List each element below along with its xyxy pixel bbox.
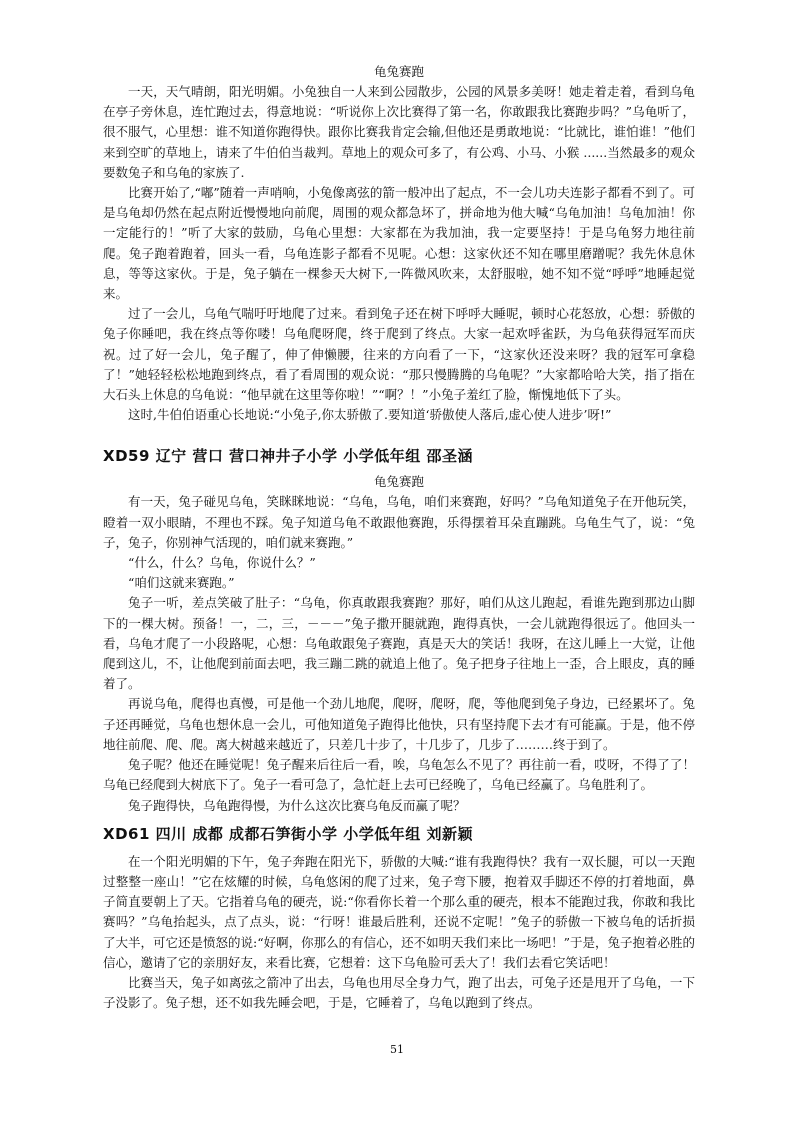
- story-title: 龟兔赛跑: [373, 474, 424, 490]
- paragraph: 兔子跑得快，乌龟跑得慢，为什么这次比赛乌龟反而赢了呢？: [128, 797, 466, 813]
- paragraph: 有一天，兔子碰见乌龟，笑眯眯地说：“乌龟，乌龟，咱们来赛跑，好吗？”乌龟知道兔子在开他玩笑，瞪着一双小眼睛，不理也不踩。兔子知道乌龟不敢跟他赛跑，乐得摆着耳朵直蹦跳。乌龟生气了，说：“兔子，兔子，你别神气活现的，咱们就来赛跑。”: [103, 494, 695, 550]
- document-page: [103, 62, 695, 1013]
- story-title: 龟兔赛跑: [373, 64, 424, 79]
- paragraph: “什么，什么？乌龟，你说什么？”: [128, 555, 316, 571]
- paragraph: 在一个阳光明媚的下午，兔子奔跑在阳光下，骄傲的大喊:“谁有我跑得快？我有一双长腿，可以一天跑过整整一座山！”它在炫耀的时候，乌龟悠闲的爬了过来，兔子弯下腰，抱着双手脚还不停的打着地面，鼻子简直要朝上了天。它指着乌龟的硬壳，说:“你看你长着一个那么重的硬壳，根本不能跑过我，你敢和我比赛吗？”乌龟抬起头，点了点头，说：“行呀！谁最后胜利，还说不定呢！”兔子的骄傲一下被乌龟的话折损了大半，可它还是愤怒的说:“好啊，你那么的有信心，还不如明天我们来比一场吧！”于是，兔子抱着必胜的信心，邀请了它的亲朋好友，来看比赛，它想着：这下乌龟脸可丢大了！我们去看它笑话吧！: [103, 853, 695, 970]
- paragraph: 这时,牛伯伯语重心长地说:“小兔子,你太骄傲了.要知道‘骄傲使人落后,虚心使人进步’呀!”: [128, 407, 612, 423]
- story-1: [103, 62, 695, 425]
- paragraph: “咱们这就来赛跑。”: [128, 575, 235, 591]
- entry-heading: XD59 辽宁 营口 营口神井子小学 小学低年组 邵圣涵: [103, 447, 474, 466]
- page-number: 51: [390, 1043, 404, 1056]
- paragraph: 兔子呢？他还在睡觉呢！兔子醒来后往后一看，唉，乌龟怎么不见了？再往前一看，哎呀，不得了了！乌龟已经爬到大树底下了。兔子一看可急了，急忙赶上去可已经晚了，乌龟已经赢了。乌龟胜利了。: [103, 757, 695, 793]
- paragraph: 兔子一听，差点笑破了肚子：“乌龟，你真敢跟我赛跑？那好，咱们从这儿跑起，看谁先跑到那边山脚下的一棵大树。预备！一，二，三，－－－”兔子撒开腿就跑，跑得真快，一会儿就跑得很远了。他回头一看，乌龟才爬了一小段路呢，心想：乌龟敢跟兔子赛跑，真是天大的笑话！我呀，在这儿睡上一大觉，让他爬到这儿，不，让他爬到前面去吧，我三蹦二跳的就追上他了。兔子把身子往地上一歪，合上眼皮，真的睡着了。: [103, 595, 695, 692]
- story-2: [103, 472, 695, 815]
- paragraph: 比赛开始了,“嘟”随着一声哨响，小兔像离弦的箭一般冲出了起点，不一会儿功夫连影子都看不到了。可是乌龟却仍然在起点附近慢慢地向前爬，周围的观众都急坏了，拼命地为他大喊“乌龟加油！乌龟加油！你一定能行的！”听了大家的鼓励，乌龟心里想：大家都在为我加油，我一定要坚持！于是乌龟努力地往前爬。兔子跑着跑着，回头一看，乌龟连影子都看不见呢。心想：这家伙还不知在哪里磨蹭呢？我先休息休息，等等这家伙。于是，兔子躺在一棵参天大树下,一阵微风吹来，太舒服啦，她不知不觉“呼呼”地睡起觉来。: [103, 185, 695, 302]
- paragraph: 再说乌龟，爬得也真慢，可是他一个劲儿地爬，爬呀，爬呀，爬，等他爬到兔子身边，已经累坏了。兔子还再睡觉，乌龟也想休息一会儿，可他知道兔子跑得比他快，只有坚持爬下去才有可能赢。于是，他不停地往前爬、爬、爬。离大树越来越近了，只差几十步了，十几步了，几步了………终于到了。: [103, 696, 695, 752]
- paragraph: 比赛当天，兔子如离弦之箭冲了出去，乌龟也用尽全身力气，跑了出去，可兔子还是甩开了乌龟，一下子没影了。兔子想，还不如我先睡会吧，于是，它睡着了，乌龟以跑到了终点。: [103, 974, 695, 1011]
- paragraph: 过了一会儿，乌龟气喘吁吁地爬了过来。看到兔子还在树下呼呼大睡呢，顿时心花怒放，心想：骄傲的兔子你睡吧，我在终点等你喽！乌龟爬呀爬，终于爬到了终点。大家一起欢呼雀跃，为乌龟获得冠军而庆祝。过了好一会儿，兔子醒了，伸了伸懒腰，往来的方向看了一下，“这家伙还没来呀？我的冠军可拿稳了！”她轻轻松松地跑到终点，看了看周围的观众说：“那只慢腾腾的乌龟呢？”大家都哈哈大笑，指了指在大石头上休息的乌龟说：“他早就在这里等你啦！”“啊？！”小兔子羞红了脸，惭愧地低下了头。: [103, 306, 695, 403]
- story-3: [103, 852, 695, 1014]
- entry-heading: XD61 四川 成都 成都石笋街小学 小学低年组 刘新颖: [103, 824, 474, 843]
- paragraph: 一天，天气晴朗，阳光明媚。小兔独自一人来到公园散步，公园的风景多美呀！她走着走着，看到乌龟在亭子旁休息，连忙跑过去，得意地说：“听说你上次比赛得了第一名，你敢跟我比赛跑步吗？”乌龟听了，很不服气，心里想：谁不知道你跑得快。跟你比赛我肯定会输,但他还是勇敢地说：“比就比，谁怕谁！”他们来到空旷的草地上，请来了牛伯伯当裁判。草地上的观众可多了，有公鸡、小马、小猴 ......当然最多的观众要数兔子和乌龟的家族了.: [103, 84, 695, 180]
